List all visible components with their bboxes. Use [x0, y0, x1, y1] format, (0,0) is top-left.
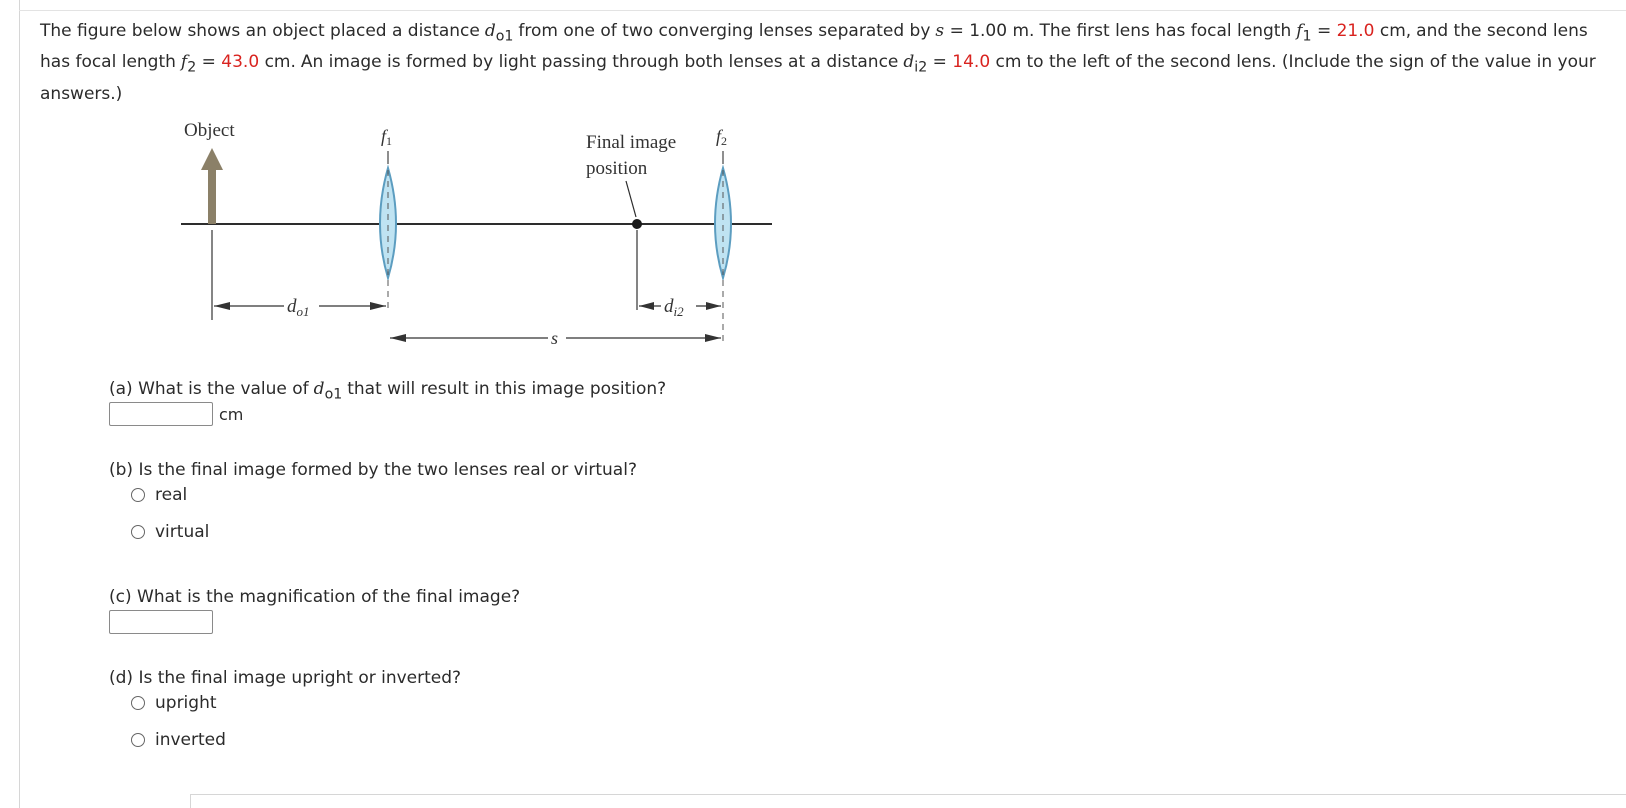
do1-variable: d [484, 21, 496, 41]
f2-label-var: f [716, 126, 722, 146]
question-a-text-end: that will result in this image position? [347, 379, 667, 399]
f2-variable: f [180, 52, 188, 73]
s-arrow-left [390, 334, 406, 342]
f2-label [716, 126, 727, 148]
object-arrow-head [201, 148, 223, 170]
radio-inverted[interactable] [131, 733, 145, 747]
do1-dim-var: d [287, 296, 297, 317]
question-a-subscript: o1 [324, 386, 343, 403]
di2-unit: cm [995, 52, 1022, 73]
answer-a-row [109, 402, 243, 426]
f2-label-sub: 2 [721, 134, 728, 148]
di2-arrow-left [639, 302, 654, 310]
s-dim-label: s [551, 328, 559, 348]
bottom-panel-border [190, 794, 1626, 795]
s-variable: s [935, 21, 945, 41]
equals-sign: = [1316, 21, 1332, 41]
option-virtual[interactable] [131, 522, 209, 542]
radio-upright[interactable] [131, 696, 145, 710]
final-image-label-line1: Final image [586, 132, 677, 153]
option-virtual-label: virtual [155, 522, 210, 542]
final-image-dot [632, 219, 642, 229]
question-a-variable: d [313, 379, 325, 399]
di2-dim-label [664, 296, 684, 319]
di2-arrow-right [706, 302, 721, 310]
f1-label [381, 126, 392, 148]
f2-unit: cm. [264, 52, 296, 73]
f1-variable: f [1296, 21, 1303, 41]
f1-label-sub: 1 [386, 134, 393, 148]
f1-value: 21.0 [1336, 21, 1375, 41]
do1-subscript: o1 [495, 28, 514, 45]
option-inverted-label: inverted [155, 730, 226, 750]
answer-a-unit: cm [219, 404, 244, 424]
top-border [19, 10, 1626, 11]
problem-text: to the left of the second lens. (Include the sign of the value in your answers.) [40, 52, 1596, 104]
f1-label-var: f [381, 126, 387, 146]
question-d: (d) Is the final image upright or inverted? [109, 668, 462, 688]
answer-c-input[interactable] [109, 610, 213, 634]
final-image-pointer [626, 181, 636, 217]
left-border [19, 0, 20, 808]
question-c: (c) What is the magnification of the final image? [109, 587, 521, 607]
lens-diagram-svg [176, 118, 776, 354]
option-inverted[interactable] [131, 730, 226, 750]
radio-real[interactable] [131, 488, 145, 502]
object-label: Object [184, 120, 235, 141]
object-arrow-shaft [208, 168, 216, 224]
di2-value: 14.0 [952, 52, 991, 73]
question-b: (b) Is the final image formed by the two lenses real or virtual? [109, 460, 637, 480]
option-real[interactable] [131, 485, 187, 505]
problem-statement [40, 18, 1605, 107]
problem-text: An image is formed by light passing through both lenses at a distance [300, 52, 899, 73]
radio-virtual[interactable] [131, 525, 145, 539]
di2-subscript: i2 [914, 59, 928, 76]
di2-variable: d [903, 52, 915, 73]
di2-dim-var: d [664, 296, 674, 317]
final-image-label-line2: position [586, 158, 648, 179]
f1-subscript: 1 [1302, 28, 1312, 45]
f1-unit: cm, [1379, 21, 1412, 41]
answer-a-input[interactable] [109, 402, 213, 426]
problem-text: The figure below shows an object placed a distance [40, 21, 480, 41]
answer-c-row [109, 610, 213, 634]
f2-value: 43.0 [221, 52, 260, 73]
option-real-label: real [155, 485, 188, 505]
equals-sign: = [201, 52, 216, 73]
bottom-panel-border-left [190, 794, 191, 808]
s-value: = 1.00 m. [949, 21, 1035, 41]
option-upright-label: upright [155, 693, 217, 713]
di2-dim-sub: i2 [673, 304, 684, 319]
s-arrow-right [705, 334, 721, 342]
problem-text: The first lens has focal length [1039, 21, 1292, 41]
do1-arrow-right [370, 302, 386, 310]
option-upright[interactable] [131, 693, 217, 713]
f2-subscript: 2 [187, 59, 197, 76]
question-a-text: (a) What is the value of [109, 379, 309, 399]
do1-dim-label [287, 296, 310, 319]
do1-dim-sub: o1 [296, 304, 310, 319]
problem-text: and the second lens has focal length [40, 21, 1588, 73]
equals-sign: = [932, 52, 947, 73]
problem-text: from one of two converging lenses separated by [518, 21, 931, 41]
lens-diagram [176, 118, 776, 354]
do1-arrow-left [214, 302, 230, 310]
